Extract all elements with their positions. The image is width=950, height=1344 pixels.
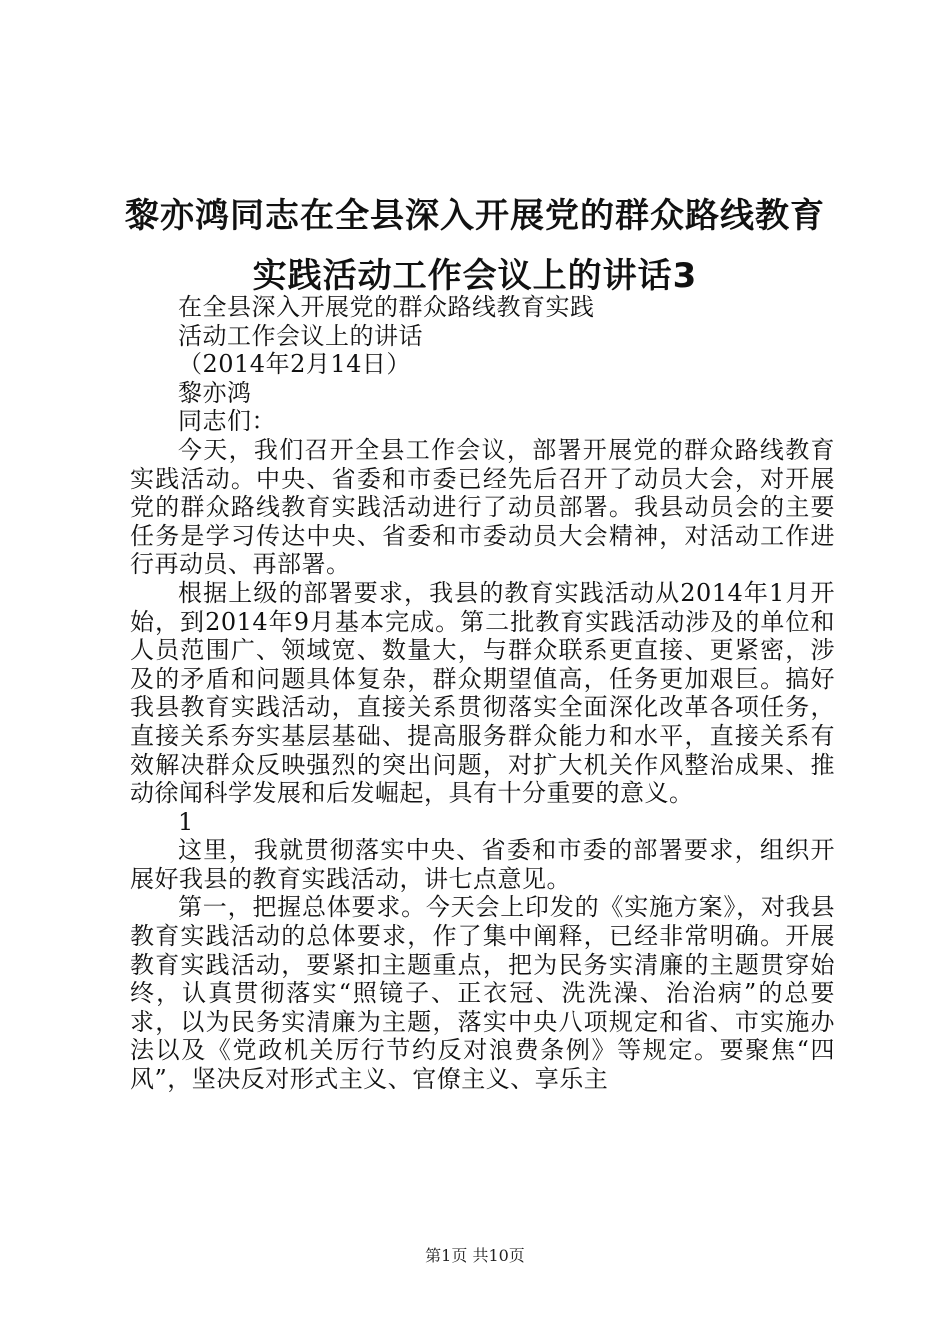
paragraph-2: 根据上级的部署要求，我县的教育实践活动从2014年1月开始，到2014年9月基本完成。第二批教育实践活动涉及的单位和人员范围广、领域宽、数量大，与群众联系更直接、更紧密，涉及的矛盾和问题具体复杂，群众期望值高，任务更加艰巨。搞好我县教育实践活动，直接关系贯彻落实全面深化改革各项任务，直接关系夯实基层基础、提高服务群众能力和水平，直接关系有效解决群众反映强烈的突出问题，对扩大机关作风整治成果、推动徐闻科学发展和后发崛起，具有十分重要的意义。 (130, 578, 835, 808)
paragraph-1: 今天，我们召开全县工作会议，部署开展党的群众路线教育实践活动。中央、省委和市委已经先后召开了动员大会，对开展党的群众路线教育实践活动进行了动员部署。我县动员会的主要任务是学习传达中央、省委和市委动员大会精神，对活动工作进行再动员、再部署。 (130, 435, 835, 579)
page-footer: 第1页 共10页 (425, 1246, 525, 1265)
document-title-line-2: 实践活动工作会议上的讲话3 (252, 256, 698, 296)
inline-page-marker: 1 (178, 807, 194, 836)
document-body (130, 293, 835, 1094)
speech-date: （2014年2月14日） (178, 350, 411, 379)
paragraph-4: 第一，把握总体要求。今天会上印发的《实施方案》，对我县教育实践活动的总体要求，作了集中阐释，已经非常明确。开展教育实践活动，要紧扣主题重点，把为民务实清廉的主题贯穿始终，认真贯彻落实“照镜子、正衣冠、洗洗澡、治治病”的总要求，以为民务实清廉为主题，落实中央八项规定和省、市实施办法以及《党政机关厉行节约反对浪费条例》等规定。要聚焦“四风”，坚决反对形式主义、官僚主义、享乐主 (130, 893, 835, 1094)
subtitle-line-2: 活动工作会议上的讲话 (178, 321, 423, 350)
speech-author: 黎亦鸿 (178, 378, 252, 407)
document-title-line-1: 黎亦鸿同志在全县深入开展党的群众路线教育 (125, 196, 825, 236)
subtitle-line-1: 在全县深入开展党的群众路线教育实践 (178, 293, 595, 321)
salutation: 同志们： (178, 407, 276, 436)
paragraph-3: 这里，我就贯彻落实中央、省委和市委的部署要求，组织开展好我县的教育实践活动，讲七点意见。 (130, 836, 835, 893)
